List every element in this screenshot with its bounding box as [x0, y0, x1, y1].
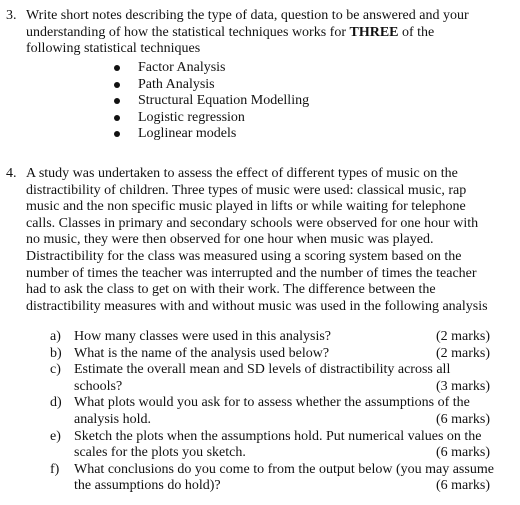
sub-question-f: f) What conclusions do you come to from the output below (you may assume the assumptions do hold)? (6 marks) [50, 461, 494, 494]
sub-question-b: b) What is the name of the analysis used below? (2 marks) [50, 345, 490, 361]
question-4-line: Distractibility for the class was measured using a scoring system based on the [26, 248, 462, 264]
bullet-icon [114, 131, 120, 137]
list-item: Loglinear models [114, 126, 309, 143]
bullet-icon [114, 82, 120, 88]
question-4-line: music and the non specific music played in lifts or while waiting for telephone [26, 199, 466, 215]
question-4-line: no music, they were then observed for one hour when music was played. [26, 232, 434, 248]
question-4-number: 4. [6, 166, 17, 181]
sub-question-d: d) What plots would you ask for to assess whether the assumptions of the analysis hold. (6 marks) [50, 395, 490, 427]
question-3-line-2: understanding of how the statistical techniques works for THREE of the [26, 24, 435, 40]
question-4-line: calls. Classes in primary and secondary schools were observed for one hour with [26, 215, 479, 231]
question-3-line-3: following statistical techniques [26, 41, 201, 57]
three-emphasis: THREE [349, 24, 399, 40]
question-4-line: distractibility measures with and without music was used in the following analysis [26, 298, 488, 314]
question-4-line: A study was undertaken to assess the effect of different types of music on the [26, 166, 458, 181]
sub-question-c: c) Estimate the overall mean and SD levels of distractibility across all schools? (3 marks) [50, 362, 490, 394]
question-4-line: had to ask the class to get on with their work. The difference between the [26, 282, 436, 298]
question-4-line: number of times the teacher was interrupted and the number of times the teacher [26, 265, 477, 281]
list-item: Structural Equation Modelling [114, 93, 309, 110]
list-item: Path Analysis [114, 77, 309, 94]
question-3-text [26, 8, 516, 58]
marks-label: (2 marks) [435, 345, 490, 361]
question-3-line-1: Write short notes describing the type of data, question to be answered and your [26, 8, 469, 23]
list-item: Factor Analysis [114, 60, 309, 77]
marks-label: (6 marks) [435, 445, 490, 461]
marks-label: (3 marks) [435, 378, 490, 394]
list-item: Logistic regression [114, 110, 309, 127]
marks-label: (6 marks) [435, 478, 490, 494]
bullet-icon [114, 98, 120, 104]
question-4-line: distractibility of children. Three types of music were used: classical music, rap [26, 182, 467, 198]
question-4-text [26, 166, 518, 315]
sub-question-e: e) Sketch the plots when the assumptions hold. Put numerical values on the scales for the plots you sketch. (6 marks) [50, 428, 490, 461]
question-3-number: 3. [6, 8, 17, 23]
sub-question-list [50, 329, 494, 495]
bullet-icon [114, 65, 120, 71]
marks-label: (6 marks) [435, 411, 490, 427]
sub-question-a: a) How many classes were used in this analysis? (2 marks) [50, 329, 490, 344]
bullet-icon [114, 115, 120, 121]
marks-label: (2 marks) [435, 329, 490, 344]
technique-list [114, 60, 309, 143]
